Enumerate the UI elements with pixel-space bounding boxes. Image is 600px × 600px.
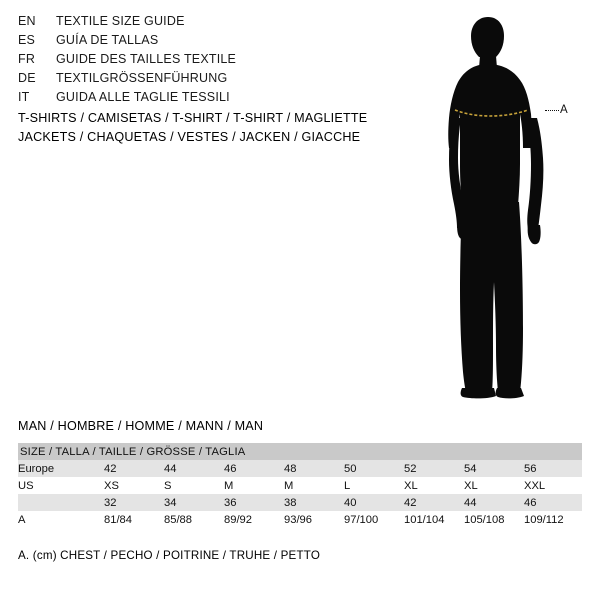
- cell-value: 42: [104, 460, 164, 477]
- row-label: US: [18, 477, 104, 494]
- category-jackets: JACKETS / CHAQUETAS / VESTES / JACKEN / GIACCHE: [18, 130, 361, 144]
- cell-value: 54: [464, 460, 524, 477]
- table-row: [18, 477, 582, 494]
- male-silhouette-figure: [400, 14, 590, 399]
- language-code: EN: [18, 14, 36, 28]
- chest-pointer-dashes: [545, 110, 559, 111]
- language-text: TEXTILGRÖSSENFÜHRUNG: [56, 71, 228, 85]
- cell-value: 50: [344, 460, 404, 477]
- cell-value: 109/112: [524, 511, 582, 528]
- language-row: [18, 90, 378, 109]
- cell-value: 44: [464, 494, 524, 511]
- category-tshirts: T-SHIRTS / CAMISETAS / T-SHIRT / T-SHIRT / MAGLIETTE: [18, 111, 368, 125]
- table-header-row: [18, 443, 582, 460]
- table-row: [18, 511, 582, 528]
- language-row: [18, 14, 378, 33]
- table-header-label: SIZE / TALLA / TAILLE / GRÖSSE / TAGLIA: [18, 443, 582, 460]
- cell-value: 40: [344, 494, 404, 511]
- cell-value: 34: [164, 494, 224, 511]
- cell-value: 97/100: [344, 511, 404, 528]
- cell-value: XL: [464, 477, 524, 494]
- cell-value: XL: [404, 477, 464, 494]
- cell-value: 89/92: [224, 511, 284, 528]
- language-code: IT: [18, 90, 30, 104]
- cell-value: L: [344, 477, 404, 494]
- language-list: [18, 14, 378, 109]
- gender-title: MAN / HOMBRE / HOMME / MANN / MAN: [18, 419, 264, 433]
- cell-value: XXL: [524, 477, 582, 494]
- table-row: [18, 494, 582, 511]
- cell-value: 46: [524, 494, 582, 511]
- silhouette-body: [448, 17, 543, 398]
- language-row: [18, 33, 378, 52]
- language-row: [18, 71, 378, 90]
- size-table: [18, 443, 582, 528]
- row-label: A: [18, 511, 104, 528]
- measurement-note: A. (cm) CHEST / PECHO / POITRINE / TRUHE / PETTO: [18, 549, 321, 562]
- cell-value: 32: [104, 494, 164, 511]
- row-label: Europe: [18, 460, 104, 477]
- table-row: [18, 460, 582, 477]
- cell-value: 56: [524, 460, 582, 477]
- chest-measure-label: A: [560, 104, 569, 116]
- language-text: GUIDA ALLE TAGLIE TESSILI: [56, 90, 230, 104]
- size-table-wrapper: [18, 443, 582, 528]
- cell-value: 46: [224, 460, 284, 477]
- cell-value: M: [224, 477, 284, 494]
- cell-value: S: [164, 477, 224, 494]
- cell-value: XS: [104, 477, 164, 494]
- cell-value: 52: [404, 460, 464, 477]
- language-text: GUÍA DE TALLAS: [56, 33, 159, 47]
- row-label: [18, 494, 104, 511]
- language-text: TEXTILE SIZE GUIDE: [56, 14, 185, 28]
- cell-value: 93/96: [284, 511, 344, 528]
- cell-value: 81/84: [104, 511, 164, 528]
- language-code: DE: [18, 71, 36, 85]
- cell-value: 48: [284, 460, 344, 477]
- cell-value: 85/88: [164, 511, 224, 528]
- language-code: ES: [18, 33, 36, 47]
- cell-value: 44: [164, 460, 224, 477]
- cell-value: 38: [284, 494, 344, 511]
- language-text: GUIDE DES TAILLES TEXTILE: [56, 52, 237, 66]
- cell-value: 42: [404, 494, 464, 511]
- cell-value: 105/108: [464, 511, 524, 528]
- cell-value: 101/104: [404, 511, 464, 528]
- language-code: FR: [18, 52, 36, 66]
- language-row: [18, 52, 378, 71]
- category-list: [18, 111, 367, 149]
- cell-value: M: [284, 477, 344, 494]
- cell-value: 36: [224, 494, 284, 511]
